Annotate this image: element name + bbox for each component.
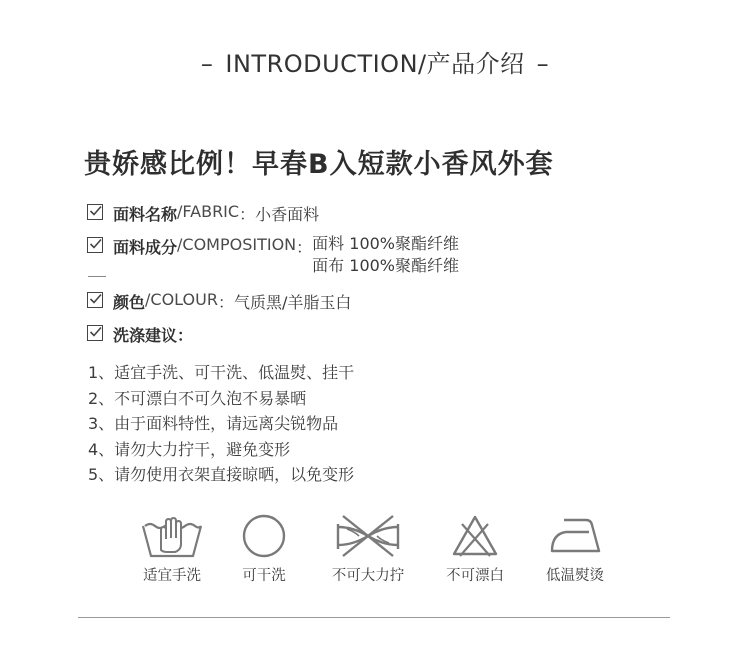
care-instruction-item: 3、由于面料特性，请远离尖锐物品: [88, 414, 339, 434]
dry-clean-icon: [239, 512, 289, 558]
spec-composition-en: /COMPOSITION: [177, 235, 297, 254]
section-header: [0, 44, 750, 79]
care-icon-label: 不可漂白: [446, 568, 504, 584]
care-icon-dry-clean: [219, 512, 309, 584]
checkbox-checked-icon: [87, 237, 103, 253]
spec-composition: [87, 235, 459, 277]
spec-fabric-en: /FABRIC: [177, 202, 240, 221]
spec-composition-sep: ：: [296, 238, 313, 257]
checkbox-checked-icon: [87, 325, 103, 341]
bottom-divider: [78, 617, 670, 618]
care-icon-label: 适宜手洗: [143, 568, 201, 584]
care-icon-hand-wash: [127, 512, 217, 584]
header-title: INTRODUCTION/产品介绍: [225, 50, 525, 78]
spec-fabric-sep: ：: [239, 205, 256, 224]
header-dash-right: –: [536, 50, 550, 78]
spec-wash: [87, 323, 193, 346]
spec-fabric-value: 小香面料: [255, 205, 320, 224]
no-bleach-icon: [450, 512, 500, 558]
care-instructions-list: [88, 360, 354, 488]
care-instruction-item: 1、适宜手洗、可干洗、低温熨、挂干: [88, 363, 355, 382]
care-icons-row: [0, 512, 750, 592]
care-instruction-item: 4、请勿大力拧干，避免变形: [88, 439, 291, 459]
care-icon-label: 低温熨烫: [546, 568, 604, 584]
spec-composition-values: [312, 233, 459, 277]
low-iron-icon: [542, 512, 608, 558]
product-title: 贵娇感比例！早春B入短款小香风外套: [84, 149, 554, 180]
spec-composition-key: 面料成分: [113, 238, 178, 257]
care-icon-label: 可干洗: [242, 568, 286, 584]
spec-fabric-key: 面料名称: [113, 205, 178, 224]
care-icon-no-bleach: [430, 512, 520, 584]
spec-colour-sep: ：: [217, 293, 234, 312]
spec-colour-key: 颜色: [113, 293, 146, 312]
care-icon-label: 不可大力拧: [331, 568, 405, 584]
checkbox-checked-icon: [87, 204, 103, 220]
hand-wash-icon: [139, 512, 205, 558]
spec-colour: [87, 290, 351, 313]
spec-wash-sep: ：: [177, 326, 194, 345]
spec-colour-value: 气质黑/羊脂玉白: [233, 293, 352, 312]
care-icon-no-wring: [323, 512, 413, 584]
spec-wash-key: 洗涤建议: [113, 326, 178, 345]
short-divider: [88, 276, 106, 277]
spec-composition-line1: 面料 100%聚酯纤维: [312, 234, 460, 253]
spec-colour-en: /COLOUR: [145, 290, 218, 309]
care-instruction-item: 5、请勿使用衣架直接晾晒，以免变形: [88, 465, 355, 485]
spec-fabric: [87, 202, 319, 225]
no-wring-icon: [333, 512, 403, 558]
header-dash-left: –: [200, 50, 214, 78]
checkbox-checked-icon: [87, 292, 103, 308]
spec-composition-line2: 面布 100%聚酯纤维: [312, 256, 460, 275]
care-icon-low-iron: [530, 512, 620, 584]
care-instruction-item: 2、不可漂白不可久泡不易暴晒: [88, 388, 307, 408]
